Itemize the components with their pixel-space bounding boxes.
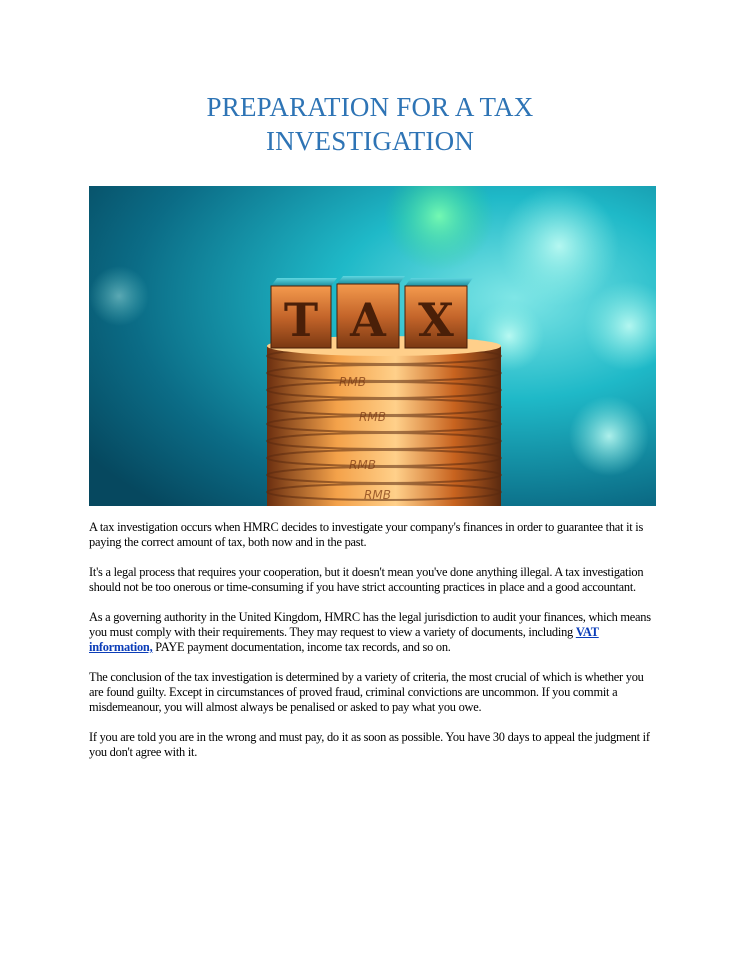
block-letter: X (418, 293, 454, 347)
letter-block-a (337, 276, 405, 348)
letter-block-t (271, 278, 337, 348)
paragraph-text: PAYE payment documentation, income tax records, and so on. (152, 640, 451, 654)
paragraph-conclusion: The conclusion of the tax investigation is determined by a variety of criteria, the most crucial of which is whether you are found guilty. Except in circumstances of proved fraud, criminal convictions are uncommon. If you commit a misdemeanour, you will almost always be penalised or asked to pay what you owe. (89, 670, 644, 714)
letter-block-x (405, 278, 473, 348)
document-title (150, 90, 590, 158)
paragraph-hmrc-authority (89, 610, 657, 655)
block-letter: A (350, 293, 386, 347)
coin-mark: RMB (339, 375, 366, 389)
coin-stack (267, 336, 501, 506)
coin-mark: RMB (364, 488, 391, 502)
paragraph-intro: A tax investigation occurs when HMRC decides to investigate your company's finances in order to guarantee that it is paying the correct amount of tax, both now and in the past. (89, 520, 644, 549)
paragraph-legal-process: It's a legal process that requires your cooperation, but it doesn't mean you've done anything illegal. A tax investigation should not be too onerous or time-consuming if you have strict accounting practices in place and a good accountant. (89, 565, 644, 594)
coin-mark: RMB (359, 410, 386, 424)
title-line-2: INVESTIGATION (265, 126, 475, 156)
bokeh-light (569, 396, 649, 476)
title-line-1: PREPARATION FOR A TAX (206, 92, 534, 122)
bokeh-light (89, 266, 149, 326)
tax-blocks (271, 276, 473, 348)
tax-blocks-on-coins-illustration (89, 186, 656, 506)
paragraph-payment: If you are told you are in the wrong and must pay, do it as soon as possible. You have 30 days to appeal the judgment if you don't agree with it. (89, 730, 650, 759)
bokeh-light (499, 186, 619, 306)
document-body (89, 520, 657, 775)
block-letter: T (283, 293, 319, 347)
tax-hero-image (89, 186, 656, 506)
coin-mark: RMB (349, 458, 376, 472)
vat-information-link[interactable]: VAT information, (89, 625, 599, 654)
paragraph-text: As a governing authority in the United Kingdom, HMRC has the legal jurisdiction to audit your finances, which means you must comply with their requirements. They may request to view a variety of documents, including (89, 610, 651, 639)
